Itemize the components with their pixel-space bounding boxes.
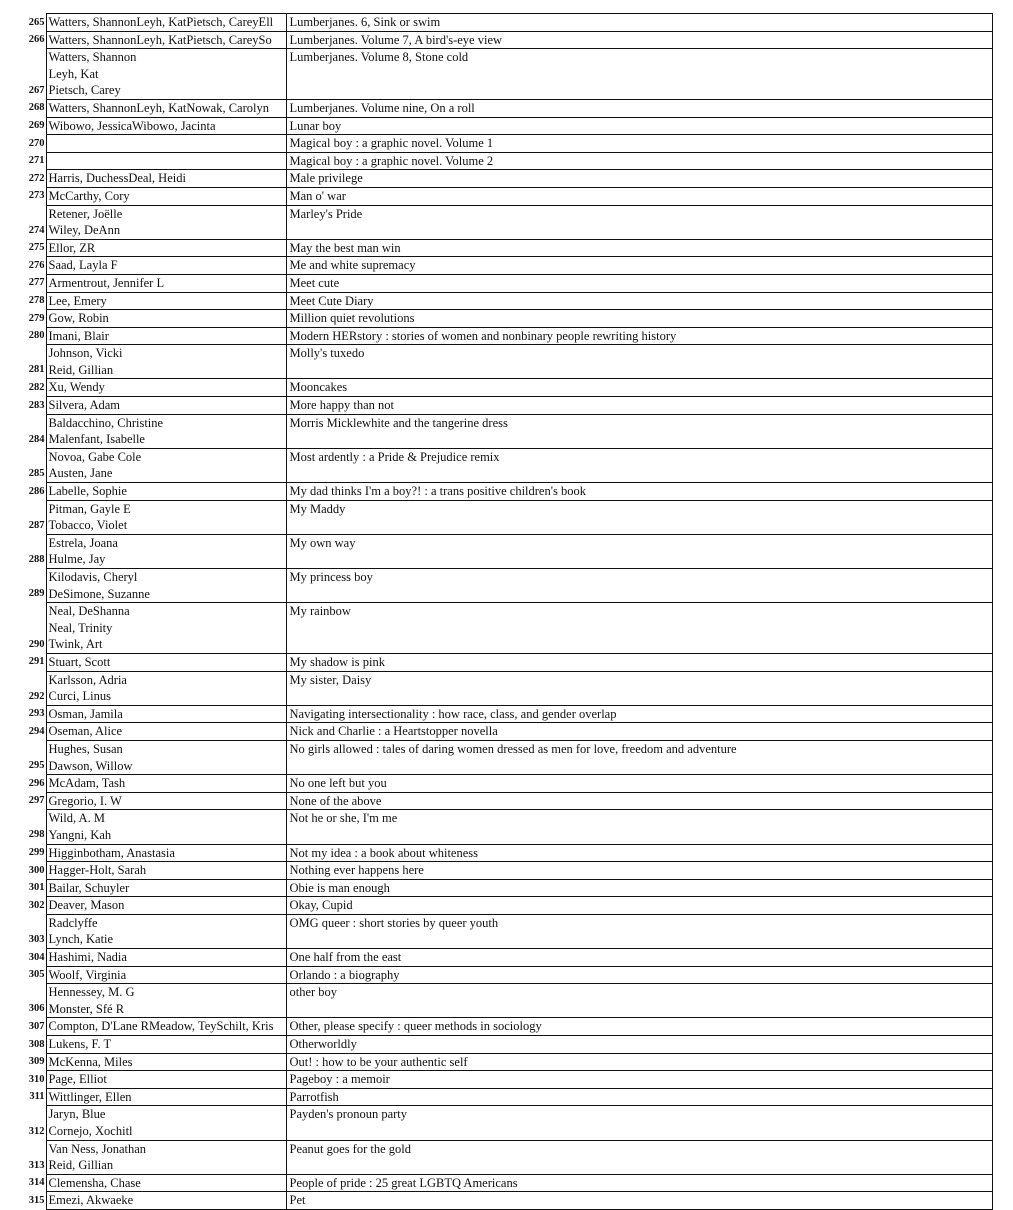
author-name: Hagger-Holt, Sarah — [48, 863, 147, 878]
author-name: Watters, ShannonLeyh, KatPietsch, CareyEll — [48, 15, 274, 29]
author-name: Gow, Robin — [48, 311, 109, 326]
author-cell — [46, 14, 286, 32]
author-name: Dawson, Willow — [48, 758, 133, 773]
table-row — [19, 117, 992, 135]
author-name — [49, 135, 284, 152]
row-number: 266 — [28, 34, 45, 46]
author-name: Deaver, Mason — [48, 898, 125, 913]
author-name: Labelle, Sophie — [48, 484, 127, 499]
title-cell: Not he or she, I'm me — [286, 810, 992, 844]
author-name: Higginbotham, Anastasia — [48, 845, 175, 860]
author-cell — [46, 274, 286, 292]
author-cell — [46, 135, 286, 153]
row-number: 305 — [28, 969, 45, 981]
author-name: Kilodavis, Cheryl — [48, 570, 138, 584]
author-name: McKenna, Miles — [48, 1054, 133, 1069]
table-row — [19, 379, 992, 397]
author-name: Imani, Blair — [48, 328, 109, 343]
title-cell: My Maddy — [286, 500, 992, 534]
author-cell — [46, 810, 286, 844]
author-name: Osman, Jamila — [48, 706, 123, 721]
table-row — [19, 705, 992, 723]
title-cell: No girls allowed : tales of daring women dressed as men for love, freedom and adventure — [286, 740, 992, 774]
table-row — [19, 1071, 992, 1089]
author-cell — [46, 984, 286, 1018]
table-row — [19, 844, 992, 862]
author-cell — [46, 99, 286, 117]
table-row — [19, 914, 992, 948]
author-name: Wibowo, JessicaWibowo, Jacinta — [48, 118, 216, 133]
author-cell — [46, 792, 286, 810]
title-cell: Lumberjanes. Volume nine, On a roll — [286, 99, 992, 117]
author-name: Johnson, Vicki — [48, 346, 123, 361]
author-cell — [46, 117, 286, 135]
author-cell — [46, 1088, 286, 1106]
author-name: Bailar, Schuyler — [48, 880, 130, 895]
title-cell: Mooncakes — [286, 379, 992, 397]
author-name: Yangni, Kah — [48, 827, 112, 842]
title-cell: May the best man win — [286, 239, 992, 257]
author-name: Baldacchino, Christine — [48, 415, 164, 430]
table-row — [19, 310, 992, 328]
author-cell — [46, 879, 286, 897]
table-row — [19, 810, 992, 844]
title-cell: Modern HERstory : stories of women and nonbinary people rewriting history — [286, 327, 992, 345]
title-cell: Most ardently : a Pride & Prejudice remix — [286, 448, 992, 482]
row-number: 287 — [28, 519, 45, 531]
author-cell — [46, 775, 286, 793]
table-row — [19, 984, 992, 1018]
table-row — [19, 534, 992, 568]
author-name: Hughes, Susan — [48, 741, 123, 756]
row-number: 313 — [28, 1159, 45, 1171]
table-row — [19, 1140, 992, 1174]
author-cell — [46, 170, 286, 188]
title-cell: Magical boy : a graphic novel. Volume 1 — [286, 135, 992, 153]
row-number: 284 — [28, 433, 45, 445]
title-cell: People of pride : 25 great LGBTQ Americans — [286, 1174, 992, 1192]
table-row — [19, 99, 992, 117]
row-number: 279 — [28, 312, 45, 324]
row-number: 290 — [28, 638, 45, 650]
row-number: 289 — [28, 588, 45, 600]
title-cell: My sister, Daisy — [286, 671, 992, 705]
author-name: Gregorio, I. W — [48, 793, 122, 808]
author-cell — [46, 257, 286, 275]
title-cell: Other, please specify : queer methods in sociology — [286, 1018, 992, 1036]
table-row — [19, 1106, 992, 1140]
author-name: Clemensha, Chase — [48, 1175, 141, 1190]
row-number: 295 — [28, 760, 45, 772]
author-name: Pitman, Gayle E — [48, 501, 131, 516]
row-number: 311 — [29, 1091, 45, 1103]
table-row — [19, 170, 992, 188]
author-cell — [46, 205, 286, 239]
row-number: 296 — [28, 777, 45, 789]
row-number: 315 — [28, 1194, 45, 1206]
author-cell — [46, 1053, 286, 1071]
table-row — [19, 740, 992, 774]
title-cell: Molly's tuxedo — [286, 345, 992, 379]
row-number: 288 — [28, 553, 45, 565]
author-cell — [46, 292, 286, 310]
title-cell: Meet cute — [286, 274, 992, 292]
table-row — [19, 205, 992, 239]
row-number: 272 — [28, 172, 45, 184]
author-cell — [46, 844, 286, 862]
author-name: Xu, Wendy — [48, 380, 105, 395]
row-number: 303 — [28, 933, 45, 945]
row-number: 293 — [28, 708, 45, 720]
title-cell: Meet Cute Diary — [286, 292, 992, 310]
author-cell — [46, 949, 286, 967]
title-cell: My rainbow — [286, 603, 992, 654]
title-cell: More happy than not — [286, 397, 992, 415]
title-cell: Man o' war — [286, 187, 992, 205]
row-number: 267 — [28, 84, 45, 96]
author-cell — [46, 397, 286, 415]
row-number: 283 — [28, 399, 45, 411]
row-number: 314 — [28, 1177, 45, 1189]
table-row — [19, 448, 992, 482]
table-row — [19, 949, 992, 967]
author-name: Neal, DeShanna — [48, 604, 130, 619]
table-row — [19, 31, 992, 49]
author-name: Neal, Trinity — [48, 620, 113, 635]
table-row — [19, 775, 992, 793]
author-cell — [46, 483, 286, 501]
table-row — [19, 603, 992, 654]
row-number: 274 — [28, 224, 45, 236]
row-number: 302 — [28, 899, 45, 911]
author-name: Wiley, DeAnn — [48, 223, 121, 238]
author-name: Ellor, ZR — [48, 240, 96, 255]
table-row — [19, 345, 992, 379]
row-number: 273 — [28, 190, 45, 202]
table-row — [19, 569, 992, 603]
author-cell — [46, 1192, 286, 1210]
title-cell: Morris Micklewhite and the tangerine dress — [286, 414, 992, 448]
author-name: Lukens, F. T — [48, 1037, 112, 1052]
title-cell: Me and white supremacy — [286, 257, 992, 275]
title-cell: My own way — [286, 534, 992, 568]
row-number: 310 — [28, 1073, 45, 1085]
author-name: Lynch, Katie — [48, 932, 114, 947]
title-cell: OMG queer : short stories by queer youth — [286, 914, 992, 948]
title-cell: Marley's Pride — [286, 205, 992, 239]
author-cell — [46, 723, 286, 741]
title-cell: Lumberjanes. Volume 8, Stone cold — [286, 49, 992, 100]
author-cell — [46, 31, 286, 49]
book-list-table — [19, 13, 993, 1210]
title-cell: No one left but you — [286, 775, 992, 793]
author-name: Oseman, Alice — [48, 724, 123, 739]
author-name: Reid, Gillian — [48, 362, 114, 377]
title-cell: Lumberjanes. 6, Sink or swim — [286, 14, 992, 32]
table-row — [19, 135, 992, 153]
table-row — [19, 14, 992, 32]
book-list-body — [19, 14, 992, 1210]
title-cell: Male privilege — [286, 170, 992, 188]
author-cell — [46, 239, 286, 257]
author-name: Wittlinger, Ellen — [48, 1089, 132, 1104]
author-cell — [46, 1106, 286, 1140]
table-row — [19, 966, 992, 984]
author-cell — [46, 705, 286, 723]
author-cell — [46, 897, 286, 915]
table-row — [19, 239, 992, 257]
author-cell — [46, 448, 286, 482]
row-number: 270 — [28, 137, 45, 149]
author-cell — [46, 1174, 286, 1192]
author-name: Austen, Jane — [48, 466, 113, 481]
title-cell: Payden's pronoun party — [286, 1106, 992, 1140]
author-name: Silvera, Adam — [48, 398, 121, 413]
table-row — [19, 483, 992, 501]
row-number: 291 — [28, 656, 45, 668]
author-name: Novoa, Gabe Cole — [48, 449, 142, 464]
row-number: 292 — [28, 690, 45, 702]
author-name: Cornejo, Xochitl — [48, 1124, 133, 1138]
row-number: 269 — [28, 120, 45, 132]
author-name: Reid, Gillian — [48, 1158, 114, 1173]
table-row — [19, 274, 992, 292]
author-name: Harris, DuchessDeal, Heidi — [48, 171, 186, 186]
row-number: 281 — [28, 364, 45, 376]
title-cell: Orlando : a biography — [286, 966, 992, 984]
title-cell: Not my idea : a book about whiteness — [286, 844, 992, 862]
row-number: 286 — [28, 485, 45, 497]
title-cell: Parrotfish — [286, 1088, 992, 1106]
author-name: Tobacco, Violet — [48, 518, 128, 533]
title-cell: Navigating intersectionality : how race, class, and gender overlap — [286, 705, 992, 723]
row-number: 300 — [28, 864, 45, 876]
row-number: 306 — [28, 1003, 45, 1015]
row-number: 275 — [28, 242, 45, 254]
author-name: Watters, ShannonLeyh, KatNowak, Carolyn — [48, 100, 269, 115]
row-number: 277 — [28, 277, 45, 289]
title-cell: Million quiet revolutions — [286, 310, 992, 328]
author-cell — [46, 49, 286, 100]
row-number: 309 — [28, 1056, 45, 1068]
author-cell — [46, 534, 286, 568]
title-cell: Nick and Charlie : a Heartstopper novella — [286, 723, 992, 741]
table-row — [19, 152, 992, 170]
author-name: Watters, ShannonLeyh, KatPietsch, CareySo — [48, 32, 272, 47]
author-name: Wild, A. M — [48, 811, 105, 826]
author-name: Emezi, Akwaeke — [48, 1193, 134, 1208]
author-name: DeSimone, Suzanne — [48, 586, 150, 601]
row-number: 298 — [28, 829, 45, 841]
author-name: Radclyffe — [48, 915, 98, 930]
table-row — [19, 187, 992, 205]
author-name: Estrela, Joana — [48, 535, 118, 550]
row-number: 265 — [28, 16, 45, 28]
author-name: Malenfant, Isabelle — [48, 432, 145, 447]
row-number: 312 — [28, 1125, 45, 1137]
row-number: 301 — [28, 882, 45, 894]
table-row — [19, 257, 992, 275]
table-row — [19, 1053, 992, 1071]
author-cell — [46, 414, 286, 448]
author-name: Monster, Sfé R — [48, 1001, 125, 1016]
title-cell: other boy — [286, 984, 992, 1018]
table-row — [19, 292, 992, 310]
title-cell: Lumberjanes. Volume 7, A bird's-eye view — [286, 31, 992, 49]
author-cell — [46, 1140, 286, 1174]
author-name: Jaryn, Blue — [48, 1107, 106, 1122]
document-page — [0, 13, 1013, 1210]
author-name: McCarthy, Cory — [48, 188, 130, 203]
row-number: 285 — [28, 467, 45, 479]
title-cell: Pet — [286, 1192, 992, 1210]
row-number: 268 — [28, 102, 45, 114]
author-cell — [46, 327, 286, 345]
table-row — [19, 49, 992, 100]
author-name: Armentrout, Jennifer L — [48, 275, 165, 290]
title-cell: Magical boy : a graphic novel. Volume 2 — [286, 152, 992, 170]
author-name: Lee, Emery — [48, 293, 107, 308]
table-row — [19, 327, 992, 345]
author-name: Saad, Layla F — [48, 258, 118, 273]
table-row — [19, 879, 992, 897]
title-cell: Peanut goes for the gold — [286, 1140, 992, 1174]
row-number: 299 — [28, 847, 45, 858]
table-row — [19, 500, 992, 534]
row-number: 276 — [28, 259, 45, 271]
title-cell: My princess boy — [286, 569, 992, 603]
title-cell: Out! : how to be your authentic self — [286, 1053, 992, 1071]
author-cell — [46, 1018, 286, 1036]
row-number: 278 — [28, 295, 45, 306]
row-number: 308 — [28, 1038, 45, 1050]
author-name: Hennessey, M. G — [48, 985, 135, 1000]
author-cell — [46, 500, 286, 534]
author-cell — [46, 345, 286, 379]
author-name: Hashimi, Nadia — [48, 950, 127, 965]
author-cell — [46, 914, 286, 948]
author-cell — [46, 310, 286, 328]
table-row — [19, 792, 992, 810]
table-row — [19, 653, 992, 671]
author-name: Page, Elliot — [48, 1072, 107, 1087]
author-name: Karlsson, Adria — [48, 672, 127, 687]
author-cell — [46, 740, 286, 774]
table-row — [19, 862, 992, 880]
author-name: McAdam, Tash — [48, 776, 126, 791]
author-cell — [46, 152, 286, 170]
author-cell — [46, 653, 286, 671]
author-cell — [46, 379, 286, 397]
author-cell — [46, 671, 286, 705]
row-number: 294 — [28, 725, 45, 737]
row-number: 271 — [28, 155, 45, 167]
title-cell: My shadow is pink — [286, 653, 992, 671]
author-cell — [46, 187, 286, 205]
table-row — [19, 1088, 992, 1106]
row-number: 304 — [28, 951, 45, 963]
author-name: Hulme, Jay — [48, 552, 106, 567]
table-row — [19, 1036, 992, 1054]
author-cell — [46, 1036, 286, 1054]
author-name: Van Ness, Jonathan — [48, 1141, 147, 1156]
author-cell — [46, 862, 286, 880]
table-row — [19, 1174, 992, 1192]
table-row — [19, 671, 992, 705]
row-number: 307 — [28, 1020, 45, 1032]
table-row — [19, 1018, 992, 1036]
table-row — [19, 723, 992, 741]
title-cell: My dad thinks I'm a boy?! : a trans positive children's book — [286, 483, 992, 501]
author-cell — [46, 603, 286, 654]
author-name: Pietsch, Carey — [48, 83, 121, 98]
author-cell — [46, 966, 286, 984]
author-name: Leyh, Kat — [48, 66, 99, 81]
row-number: 282 — [28, 381, 45, 393]
row-number: 280 — [28, 330, 45, 342]
table-row — [19, 1192, 992, 1210]
author-name: Compton, D'Lane RMeadow, TeySchilt, Kris — [48, 1019, 274, 1034]
author-name — [49, 153, 284, 170]
title-cell: Lunar boy — [286, 117, 992, 135]
title-cell: Nothing ever happens here — [286, 862, 992, 880]
author-name: Twink, Art — [48, 637, 103, 652]
author-name: Stuart, Scott — [48, 654, 111, 669]
title-cell: Okay, Cupid — [286, 897, 992, 915]
author-name: Watters, Shannon — [48, 50, 137, 65]
author-name: Curci, Linus — [48, 689, 111, 704]
author-name: Retener, Joëlle — [48, 206, 123, 221]
author-cell — [46, 1071, 286, 1089]
title-cell: Obie is man enough — [286, 879, 992, 897]
table-row — [19, 397, 992, 415]
author-cell — [46, 569, 286, 603]
title-cell: Pageboy : a memoir — [286, 1071, 992, 1089]
author-name: Woolf, Virginia — [48, 967, 127, 982]
table-row — [19, 414, 992, 448]
title-cell: Otherworldly — [286, 1036, 992, 1054]
title-cell: One half from the east — [286, 949, 992, 967]
row-number: 297 — [28, 795, 45, 807]
title-cell: None of the above — [286, 792, 992, 810]
table-row — [19, 897, 992, 915]
